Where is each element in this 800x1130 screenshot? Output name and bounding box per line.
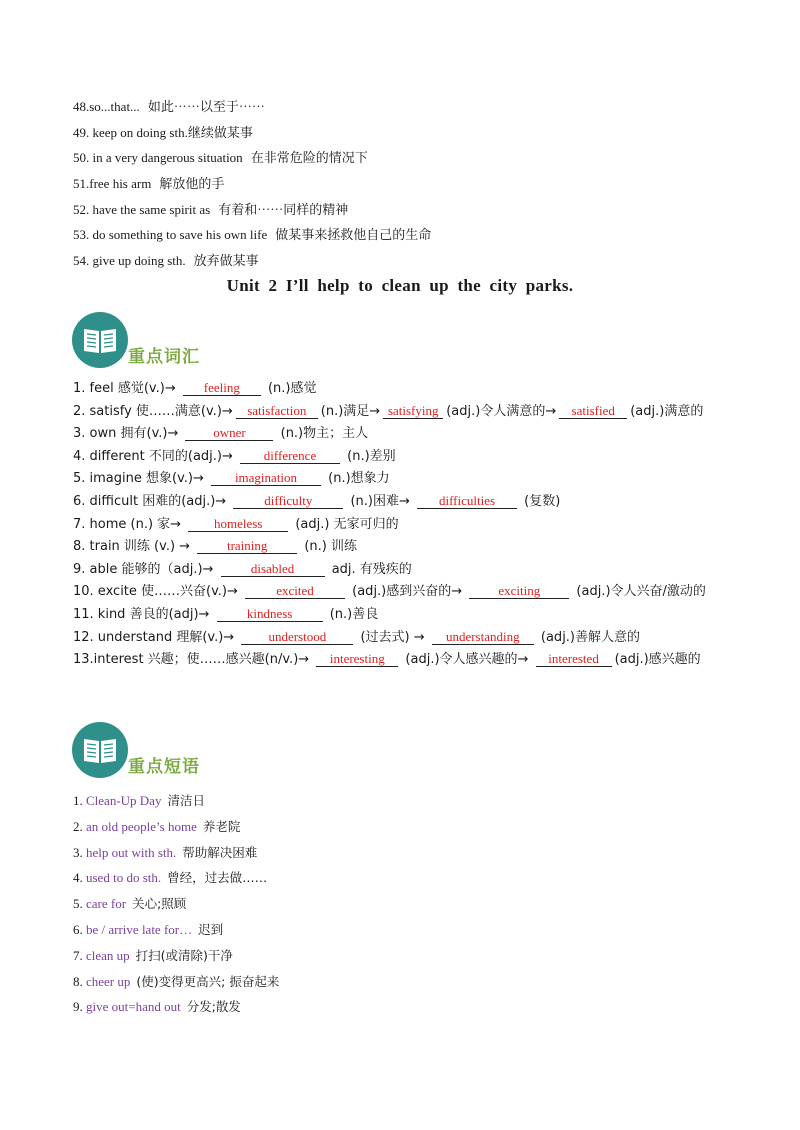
list-item xyxy=(73,559,733,582)
phrase-zh: 解放他的手 xyxy=(159,176,225,192)
vocab-prompt: 6. difficult 困难的(adj.)→ xyxy=(73,493,231,509)
item-number: 6. xyxy=(73,921,83,937)
phrase-zh: 在非常危险的情况下 xyxy=(250,150,368,166)
list-item xyxy=(73,491,733,514)
book-icon xyxy=(72,722,128,778)
phrase-en: clean up xyxy=(86,947,130,963)
vocab-prompt: 11. kind 善良的(adj)→ xyxy=(73,606,214,622)
answer-blank: interested xyxy=(536,651,612,667)
section-title: 重点词汇 xyxy=(128,347,200,367)
phrase-en: an old people’s home xyxy=(86,818,197,834)
phrase-en: 51.free his arm xyxy=(73,176,152,192)
vocab-text: (n.)差别 xyxy=(343,448,396,464)
vocab-text: (adj.)令人兴奋/激动的 xyxy=(572,584,706,600)
vocab-text: (adj.)令人感兴趣的→ xyxy=(401,652,533,668)
item-number: 8. xyxy=(73,973,83,989)
phrase-en: 53. do something to save his own life xyxy=(73,227,268,243)
phrase-zh: 打扫(或清除)干净 xyxy=(135,947,233,963)
phrase-zh: 做某事来拯救他自己的生命 xyxy=(275,227,432,243)
list-item xyxy=(73,197,753,223)
list-item xyxy=(73,536,733,559)
vocab-text: (n.)困难→ xyxy=(346,493,415,509)
list-item xyxy=(73,649,733,672)
list-item xyxy=(73,446,733,469)
list-item xyxy=(73,943,733,969)
phrase-zh: 分发;散发 xyxy=(186,999,241,1015)
answer-blank: satisfied xyxy=(559,403,627,419)
list-item xyxy=(73,145,753,171)
list-item xyxy=(73,222,753,248)
vocab-text: (adj.)感兴趣的 xyxy=(614,652,701,668)
answer-blank: imagination xyxy=(211,470,321,486)
phrase-en: cheer up xyxy=(86,973,131,989)
top-phrase-list xyxy=(73,94,753,274)
answer-blank: understanding xyxy=(432,629,534,645)
vocab-text: (n.)满足→ xyxy=(320,403,381,419)
answer-blank: understood xyxy=(241,629,353,645)
item-number: 4. xyxy=(73,870,83,886)
vocab-text: adj. 有残疾的 xyxy=(327,561,412,577)
list-item xyxy=(73,891,733,917)
answer-blank: homeless xyxy=(188,516,288,532)
vocab-text: (adj.)感到兴奋的→ xyxy=(348,584,467,600)
vocab-text: (adj.)令人满意的→ xyxy=(446,403,557,419)
vocab-section-header xyxy=(72,312,372,374)
phrase-zh: 清洁日 xyxy=(167,793,205,808)
item-number: 5. xyxy=(73,896,83,912)
phrase-zh: 养老院 xyxy=(202,818,241,834)
list-item xyxy=(73,917,733,943)
list-item xyxy=(73,581,733,604)
vocab-prompt: 2. satisfy 使……满意(v.)→ xyxy=(73,403,233,419)
vocab-text: (n.)善良 xyxy=(325,606,379,622)
vocab-text: (adj.)满意的 xyxy=(630,403,704,419)
vocab-prompt: 12. understand 理解(v.)→ xyxy=(73,629,239,645)
list-item xyxy=(73,865,733,891)
item-number: 9. xyxy=(73,999,83,1015)
phrase-en: 48.so...that... xyxy=(73,99,140,114)
phrase-en: be / arrive late for… xyxy=(86,921,193,937)
phrase-en: used to do sth. xyxy=(86,870,162,886)
item-number: 3. xyxy=(73,844,83,860)
list-item xyxy=(73,514,733,537)
phrase-zh: 放弃做某事 xyxy=(193,253,259,269)
list-item xyxy=(73,401,733,424)
list-item xyxy=(73,627,733,650)
answer-blank: exciting xyxy=(469,583,569,599)
vocab-prompt: 10. excite 使……兴奋(v.)→ xyxy=(73,584,243,600)
answer-blank: kindness xyxy=(217,606,323,622)
vocab-prompt: 5. imagine 想象(v.)→ xyxy=(73,471,208,487)
vocab-prompt: 3. own 拥有(v.)→ xyxy=(73,426,183,442)
phrase-zh: 迟到 xyxy=(198,921,224,937)
answer-blank: interesting xyxy=(316,651,398,667)
phrase-en: care for xyxy=(86,896,127,912)
unit-title: Unit 2 I’ll help to clean up the city parks. xyxy=(226,276,574,295)
vocab-text: (adj.) 无家可归的 xyxy=(291,516,399,532)
vocab-text: (adj.)善解人意的 xyxy=(536,629,641,645)
list-item xyxy=(73,969,733,995)
item-number: 1. xyxy=(73,793,83,808)
phrase-zh: 有着和⋯⋯同样的精神 xyxy=(218,201,349,217)
vocab-prompt: 8. train 训练 (v.) → xyxy=(73,539,195,555)
vocab-text: (过去式) → xyxy=(356,629,429,645)
vocab-text: (n.)想象力 xyxy=(324,471,390,487)
list-item xyxy=(73,378,733,401)
phrase-en: help out with sth. xyxy=(86,844,177,860)
book-icon xyxy=(72,312,128,368)
answer-blank: difficulties xyxy=(417,493,517,509)
section-title: 重点短语 xyxy=(128,757,200,777)
list-item xyxy=(73,604,733,627)
list-item xyxy=(73,248,753,274)
phrase-en: 52. have the same spirit as xyxy=(73,201,211,217)
list-item xyxy=(73,994,733,1020)
vocab-text: (n.) 训练 xyxy=(300,539,357,555)
answer-blank: satisfying xyxy=(383,403,443,419)
list-item xyxy=(73,468,733,491)
vocab-prompt: 13.interest 兴趣；使……感兴趣(n/v.)→ xyxy=(73,652,314,668)
answer-blank: satisfaction xyxy=(236,403,318,419)
list-item xyxy=(73,840,733,866)
answer-blank: excited xyxy=(245,583,345,599)
vocab-text: (n.)物主；主人 xyxy=(276,426,369,442)
phrase-zh: 继续做某事 xyxy=(187,124,253,140)
answer-blank: feeling xyxy=(183,380,261,396)
vocab-prompt: 9. able 能够的（adj.)→ xyxy=(73,561,218,577)
phrase-zh: 曾经，过去做…… xyxy=(167,870,268,886)
answer-blank: owner xyxy=(185,425,273,441)
vocab-prompt: 4. different 不同的(adj.)→ xyxy=(73,448,238,464)
phrase-en: 49. keep on doing sth. xyxy=(73,124,188,140)
vocab-text: (复数) xyxy=(520,493,561,509)
list-item xyxy=(73,120,753,146)
phrase-en: 50. in a very dangerous situation xyxy=(73,150,243,166)
phrase-zh: 关心;照顾 xyxy=(132,896,187,912)
phrase-list xyxy=(73,788,733,1020)
phrase-en: 54. give up doing sth. xyxy=(73,253,186,269)
phrase-zh: (使)变得更高兴; 振奋起来 xyxy=(136,973,280,989)
item-number: 2. xyxy=(73,818,83,834)
list-item xyxy=(73,171,753,197)
phrase-zh: 如此⋯⋯以至于⋯⋯ xyxy=(147,99,265,114)
vocab-text: (n.)感觉 xyxy=(263,381,317,396)
vocab-prompt: 1. feel 感觉(v.)→ xyxy=(73,381,180,396)
vocab-list xyxy=(73,378,733,672)
phrase-zh: 帮助解决困难 xyxy=(182,844,258,860)
list-item xyxy=(73,814,733,840)
list-item xyxy=(73,423,733,446)
phrase-en: give out=hand out xyxy=(86,999,181,1015)
item-number: 7. xyxy=(73,947,83,963)
list-item xyxy=(73,94,753,120)
phrase-en: Clean-Up Day xyxy=(86,793,162,808)
vocab-prompt: 7. home (n.) 家→ xyxy=(73,516,186,532)
answer-blank: training xyxy=(197,538,297,554)
answer-blank: disabled xyxy=(221,561,325,577)
answer-blank: difficulty xyxy=(233,493,343,509)
phrase-section-header xyxy=(72,722,372,784)
list-item xyxy=(73,788,733,814)
answer-blank: difference xyxy=(240,448,340,464)
